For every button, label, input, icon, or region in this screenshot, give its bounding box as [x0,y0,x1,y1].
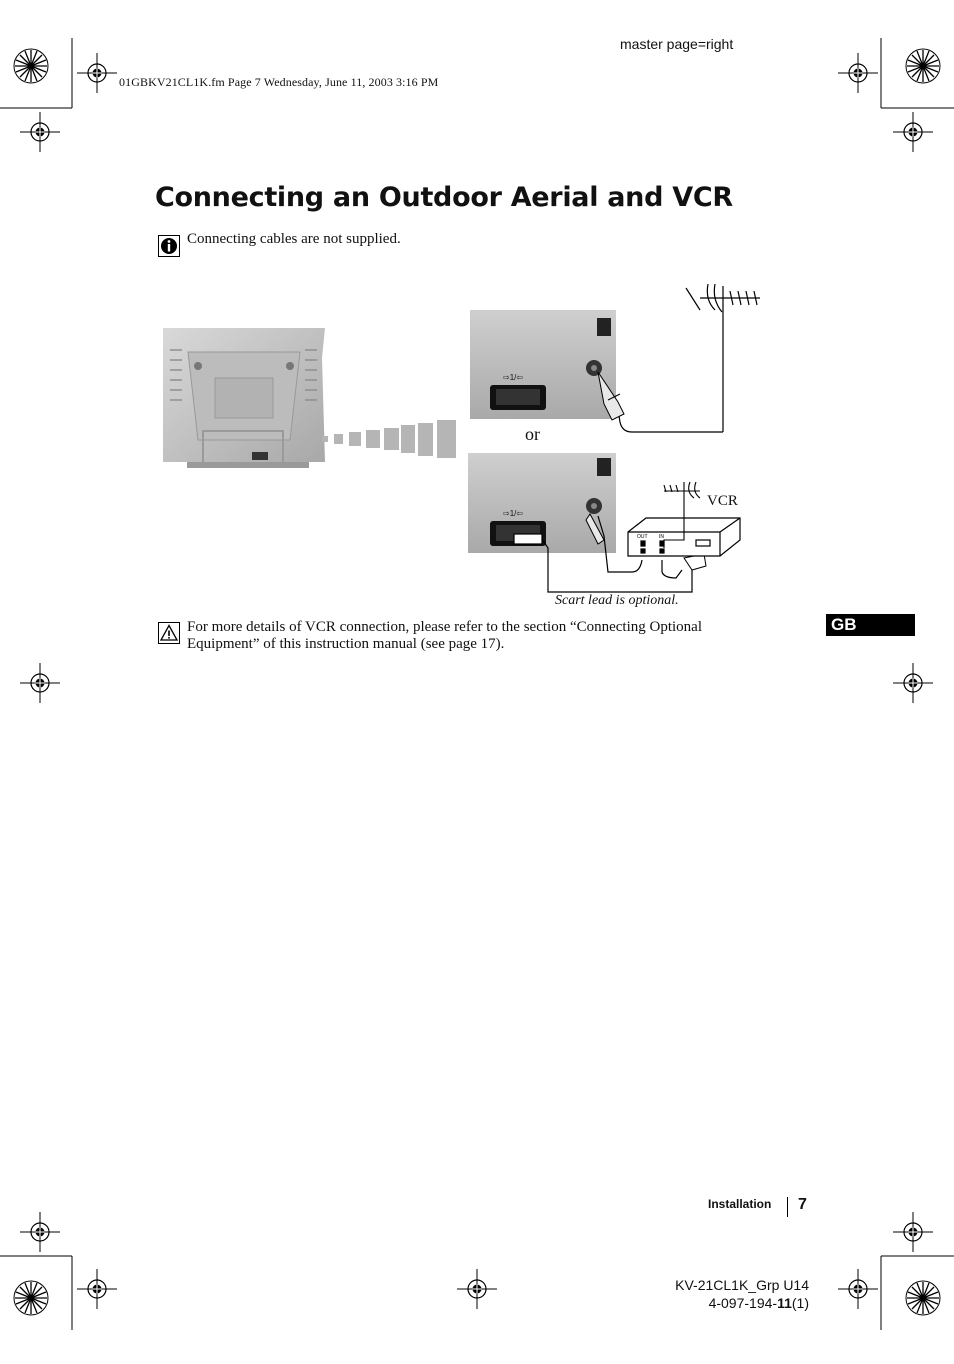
model-info [640,1276,809,1312]
scart-socket-label-bottom: ⇨1/⇦ [503,509,524,518]
model-name: KV-21CL1K_Grp U14 [675,1277,809,1293]
vcr-details-line-1: For more details of VCR connection, please refer to the section “Connecting Optional [187,619,703,635]
page-title: Connecting an Outdoor Aerial and VCR [155,182,733,213]
zoom-bars [322,420,456,458]
vcr-in-label: IN [659,534,664,540]
vcr-details-note [187,619,787,653]
tv-connector-panel-top [470,310,616,419]
master-page-label: master page=right [620,36,734,52]
vcr-out-label: OUT [637,534,648,540]
scart-socket-label-top: ⇨1/⇦ [503,373,524,382]
warning-icon [158,622,180,644]
outdoor-aerial-icon [618,284,760,432]
vcr-details-line-2: Equipment” of this instruction manual (see page 17). [187,636,505,652]
cables-note: Connecting cables are not supplied. [187,231,401,247]
page-number: 7 [798,1196,807,1213]
part-code-prefix: 4-097-194- [708,1295,778,1311]
or-label: or [525,424,540,444]
part-code [640,1294,809,1312]
file-info: 01GBKV21CL1K.fm Page 7 Wednesday, June 11, 2003 3:16 PM [119,75,439,89]
scart-caption: Scart lead is optional. [555,593,679,608]
footer-divider [787,1197,788,1217]
language-tab: GB [826,614,915,636]
part-code-suffix: (1) [791,1295,809,1311]
part-code-bold: 11 [777,1295,792,1311]
section-name: Installation [708,1197,772,1211]
vcr-label: VCR [707,493,738,509]
tv-rear-photo [163,328,325,468]
